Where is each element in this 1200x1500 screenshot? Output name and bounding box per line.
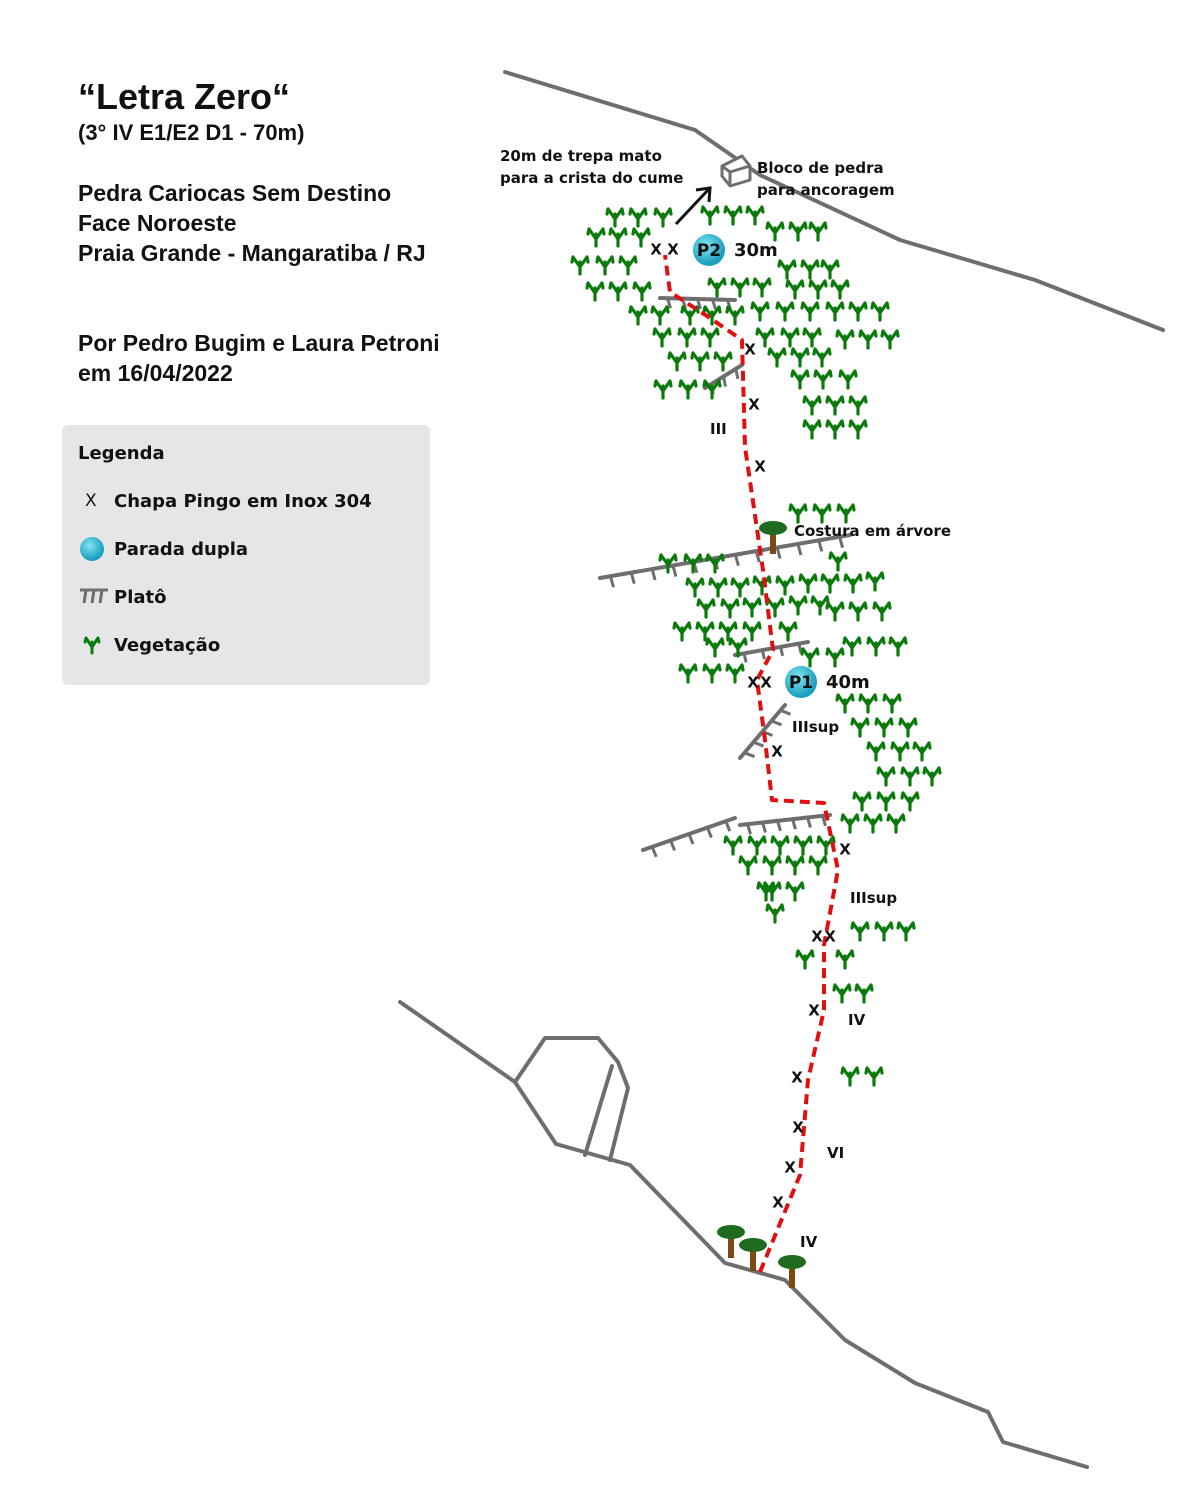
anchor-block-annotation: Bloco de pedra para ancoragem: [757, 159, 895, 199]
vegetation-icon: [610, 283, 626, 300]
vegetation-icon: [838, 505, 854, 522]
vegetation-icon: [898, 923, 914, 940]
station-icon: [78, 537, 108, 563]
exit-annotation: 20m de trepa mato para a crista do cume: [500, 147, 684, 187]
vegetation-icon: [633, 229, 649, 246]
vegetation-icon: [749, 837, 765, 854]
vegetation-icon: [655, 209, 671, 226]
plato-ledge: [740, 815, 830, 834]
vegetation-icon: [890, 638, 906, 655]
vegetation-icon: [865, 815, 881, 832]
station-id: P2: [696, 241, 722, 261]
vegetation-icon: [802, 261, 818, 278]
station-p1: [785, 666, 870, 698]
vegetation-icon: [822, 575, 838, 592]
vegetation-icon: [709, 279, 725, 296]
vegetation-icon: [780, 623, 796, 640]
vegetation-icon: [727, 665, 743, 682]
vegetation-icon: [697, 623, 713, 640]
vegetation-icon: [777, 577, 793, 594]
legend-label: Vegetação: [114, 635, 221, 656]
vegetation-icon: [874, 603, 890, 620]
vegetation-icon: [866, 1068, 882, 1085]
legend-title: Legenda: [78, 443, 165, 464]
vegetation-icon: [792, 371, 808, 388]
grade-label: IIIsup: [850, 889, 898, 907]
bolt-mark: X: [811, 927, 823, 946]
vegetation-icon: [852, 719, 868, 736]
vegetation-icon: [844, 638, 860, 655]
vegetation-icon: [722, 600, 738, 617]
vegetation-icon: [687, 579, 703, 596]
credits-line: em 16/04/2022: [78, 360, 233, 386]
legend-panel: [62, 425, 430, 685]
plato-icon: [78, 585, 108, 611]
location-block: [78, 178, 426, 268]
vegetation-icon: [812, 597, 828, 614]
station-length: 30m: [734, 240, 778, 261]
vegetation-icon: [597, 257, 613, 274]
vegetation-icon: [747, 207, 763, 224]
vegetation-icon: [860, 695, 876, 712]
vegetation-icon: [827, 649, 843, 666]
vegetation-icon: [772, 837, 788, 854]
vegetation-icon: [779, 261, 795, 278]
vegetation-icon: [850, 397, 866, 414]
summit-ridge-line: [505, 72, 1163, 330]
vegetation-icon: [754, 577, 770, 594]
vegetation-icon: [769, 349, 785, 366]
vegetation-icon: [652, 307, 668, 324]
vegetation-icon: [795, 837, 811, 854]
bolt-mark: X: [667, 240, 679, 259]
vegetation-icon: [878, 793, 894, 810]
vegetation-icon: [802, 303, 818, 320]
vegetation-icon: [872, 303, 888, 320]
bolt-mark: X: [824, 927, 836, 946]
vegetation-icon: [800, 575, 816, 592]
grade-label: VI: [827, 1144, 845, 1162]
vegetation-icon: [842, 1068, 858, 1085]
bolt-icon: X: [85, 491, 97, 511]
vegetation-icon: [792, 349, 808, 366]
bolt-mark: X: [808, 1001, 820, 1020]
vegetation-icon: [884, 695, 900, 712]
vegetation-icon: [834, 985, 850, 1002]
vegetation-icon: [892, 743, 908, 760]
vegetation-icon: [830, 553, 846, 570]
station-length: 40m: [826, 672, 870, 693]
vegetation-icon: [854, 793, 870, 810]
vegetation-icon: [902, 793, 918, 810]
vegetation-icon: [902, 768, 918, 785]
vegetation-icon: [787, 857, 803, 874]
vegetation-icon: [725, 837, 741, 854]
vegetation-icon: [634, 283, 650, 300]
legend-item-station: [78, 537, 418, 563]
vegetation-icon: [804, 421, 820, 438]
plato-ledge: [643, 818, 735, 857]
vegetation-icon: [725, 207, 741, 224]
bolt-mark: X: [792, 1118, 804, 1137]
vegetation-icon: [842, 815, 858, 832]
anchor-block-icon: [722, 156, 750, 186]
vegetation-icon: [610, 229, 626, 246]
vegetation-icon: [732, 579, 748, 596]
vegetation-icon: [804, 397, 820, 414]
vegetation-icon: [744, 623, 760, 640]
bolt-mark: X: [748, 395, 760, 414]
vegetation-icon: [804, 329, 820, 346]
bolt-mark: X: [754, 457, 766, 476]
vegetation-icon: [727, 307, 743, 324]
vegetation-icon: [878, 768, 894, 785]
bolt-mark: X: [839, 840, 851, 859]
vegetation-icon: [754, 279, 770, 296]
vegetation-icon: [850, 303, 866, 320]
vegetation-icon: [837, 951, 853, 968]
legend-item-plato: [78, 585, 418, 611]
vegetation-icon: [810, 281, 826, 298]
vegetation-icon: [654, 329, 670, 346]
legend-item-vegetation: [78, 633, 418, 659]
vegetation-icon: [732, 279, 748, 296]
vegetation-icon: [827, 603, 843, 620]
bolt-mark: X: [784, 1158, 796, 1177]
vegetation-icon: [814, 349, 830, 366]
tree-icon: [778, 1255, 806, 1288]
vegetation-icon: [845, 575, 861, 592]
vegetation-icon: [744, 599, 760, 616]
vegetation-icon: [827, 421, 843, 438]
vegetation-icon: [607, 209, 623, 226]
vegetation-icon: [797, 951, 813, 968]
vegetation-icon: [680, 381, 696, 398]
vegetation-icon: [767, 223, 783, 240]
vegetation-icon: [702, 329, 718, 346]
vegetation-icon: [692, 353, 708, 370]
vegetation-icon: [588, 229, 604, 246]
tree-icon: [717, 1225, 745, 1258]
legend-item-bolt: [78, 489, 418, 515]
vegetation-icon: [764, 857, 780, 874]
vegetation-icon: [630, 307, 646, 324]
legend-label: Platô: [114, 587, 167, 608]
vegetation-icon: [924, 768, 940, 785]
vegetation-icon: [674, 623, 690, 640]
vegetation-icon: [782, 329, 798, 346]
vegetation-icon: [837, 695, 853, 712]
page-title: “Letra Zero“: [78, 76, 291, 117]
legend-label: Parada dupla: [114, 539, 249, 560]
bolt-mark: X: [772, 1193, 784, 1212]
vegetation-icon: [757, 329, 773, 346]
vegetation-icon: [850, 603, 866, 620]
bolt-mark: X: [771, 742, 783, 761]
vegetation-icon: [840, 371, 856, 388]
vegetation-icon: [767, 905, 783, 922]
vegetation-icon: [790, 505, 806, 522]
vegetation-icon: [707, 639, 723, 656]
vegetation-icon: [882, 331, 898, 348]
location-line: Praia Grande - Mangaratiba / RJ: [78, 240, 426, 266]
legend-label: Chapa Pingo em Inox 304: [114, 491, 372, 512]
vegetation-icon: [860, 331, 876, 348]
vegetation-area: [572, 207, 940, 1085]
grade-label: IV: [800, 1233, 818, 1251]
vegetation-icon: [790, 223, 806, 240]
vegetation-icon: [868, 638, 884, 655]
vegetation-icon: [837, 331, 853, 348]
bolt-mark: X: [747, 673, 759, 692]
vegetation-icon: [630, 209, 646, 226]
grade-label: IIIsup: [792, 718, 840, 736]
vegetation-icon: [876, 923, 892, 940]
route-grade-summary: (3° IV E1/E2 D1 - 70m): [78, 120, 305, 145]
location-line: Face Noroeste: [78, 210, 237, 236]
vegetation-icon: [740, 857, 756, 874]
vegetation-icon: [572, 257, 588, 274]
vegetation-icon: [702, 207, 718, 224]
boulder-outline: [515, 1038, 628, 1160]
vegetation-icon: [680, 665, 696, 682]
vegetation-icon: [655, 381, 671, 398]
vegetation-icon: [867, 573, 883, 590]
bolt-mark: X: [744, 340, 756, 359]
vegetation-icon: [704, 665, 720, 682]
grade-label: IV: [848, 1011, 866, 1029]
vegetation-icon: [790, 597, 806, 614]
vegetation-icon: [679, 329, 695, 346]
vegetation-icon: [752, 303, 768, 320]
vegetation-icon: [620, 257, 636, 274]
vegetation-icon: [832, 281, 848, 298]
vegetation-icon: [856, 985, 872, 1002]
vegetation-icon: [810, 223, 826, 240]
vegetation-icon: [669, 353, 685, 370]
vegetation-icon: [78, 633, 108, 659]
vegetation-icon: [827, 397, 843, 414]
bolt-mark: X: [760, 673, 772, 692]
credits-block: [78, 328, 440, 388]
vegetation-icon: [814, 505, 830, 522]
vegetation-icon: [868, 743, 884, 760]
bolt-mark: X: [791, 1068, 803, 1087]
vegetation-icon: [810, 857, 826, 874]
station-p2: [693, 234, 778, 266]
bolt-mark: X: [650, 240, 662, 259]
vegetation-icon: [876, 719, 892, 736]
tree-runner-annotation: Costura em árvore: [794, 522, 952, 540]
station-id: P1: [788, 673, 814, 693]
vegetation-icon: [715, 353, 731, 370]
vegetation-icon: [900, 719, 916, 736]
location-line: Pedra Cariocas Sem Destino: [78, 180, 392, 206]
vegetation-icon: [777, 303, 793, 320]
vegetation-icon: [787, 281, 803, 298]
vegetation-icon: [850, 421, 866, 438]
vegetation-icon: [888, 815, 904, 832]
vegetation-icon: [914, 743, 930, 760]
vegetation-icon: [720, 623, 736, 640]
vegetation-icon: [698, 600, 714, 617]
boulder-edge: [585, 1066, 612, 1155]
grade-label: III: [710, 420, 727, 438]
vegetation-icon: [815, 371, 831, 388]
vegetation-icon: [802, 649, 818, 666]
vegetation-icon: [822, 261, 838, 278]
vegetation-icon: [587, 283, 603, 300]
vegetation-icon: [827, 303, 843, 320]
credits-line: Por Pedro Bugim e Laura Petroni: [78, 330, 440, 356]
vegetation-icon: [852, 923, 868, 940]
vegetation-icon: [787, 883, 803, 900]
vegetation-icon: [710, 579, 726, 596]
